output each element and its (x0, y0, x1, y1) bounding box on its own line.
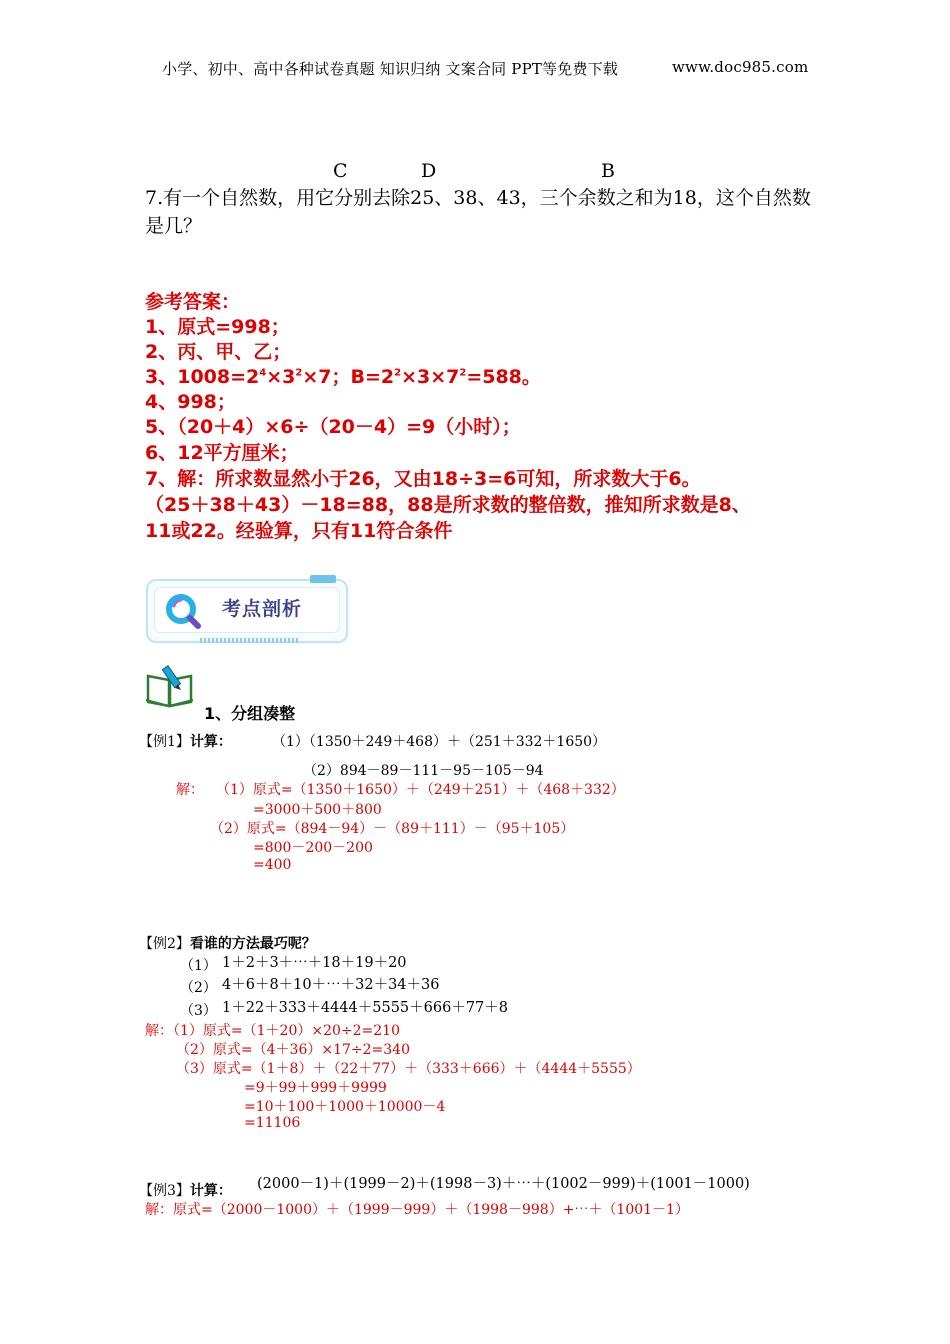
answer-7-line-1: 7、解：所求数显然小于26，又由18÷3=6可知，所求数大于6。 (145, 468, 701, 490)
header-text: 小学、初中、高中各种试卷真题 知识归纳 文案合同 PPT等免费下载 (162, 60, 619, 78)
answer-4: 4、998； (145, 391, 236, 413)
example-1-sol-3: （2）原式=（894－94）－（89＋111）－（95＋105） (210, 821, 575, 837)
example-1-sol-1: （1）原式=（1350＋1650）＋（249＋251）＋（468＋332） (216, 782, 625, 798)
example-2-sol-2: （2）原式=（4＋36）×17÷2=340 (176, 1042, 410, 1058)
example-2-q3-num: （3） (180, 1003, 217, 1019)
answer-7-line-2: （25＋38＋43）－18=88，88是所求数的整倍数，推知所求数是8、 (145, 494, 751, 516)
search-icon (164, 592, 204, 630)
example-3-sol-1: 解：原式=（2000－1000）＋（1999－999）＋（1998－998）+⋯＋（1001－1） (145, 1202, 689, 1218)
section-1-title: 1、分组凑整 (204, 704, 296, 723)
answer-3: 3、$1008=2^4\times 3^2\times 7$；$B=2^2\times 3\times 7^2=588$。 (145, 366, 541, 388)
option-c: C (333, 160, 348, 182)
example-2-sol-5: =10＋100＋1000＋10000－4 (244, 1099, 446, 1115)
example-1-sol-4: =800－200－200 (253, 840, 373, 856)
example-2-sol-3: （3）原式=（1＋8）＋（22＋77）＋（333＋666）＋（4444＋5555） (176, 1061, 641, 1077)
answer-5: 5、（20＋4）×6÷（20－4）=9（小时）； (145, 416, 521, 438)
example-3-formula: (2000－1)＋(1999－2)＋(1998－3)＋⋯＋(1002－999)＋(1001－1000) (257, 1176, 750, 1192)
answer-7-line-3: 11或22。经验算，只有11符合条件 (145, 520, 453, 542)
book-pencil-icon (145, 660, 197, 708)
answer-6: 6、12平方厘米； (145, 442, 299, 464)
example-3-label: 【例3】计算： (139, 1183, 232, 1199)
example-2-sol-1: 解：（1）原式=（1＋20）×20÷2=210 (145, 1023, 400, 1039)
example-2-sol-6: =11106 (244, 1115, 301, 1131)
example-2-sol-4: =9＋99＋999＋9999 (244, 1080, 387, 1096)
answer-1: 1、原式=998； (145, 316, 290, 338)
option-d: D (421, 160, 437, 182)
example-2-label: 【例2】看谁的方法最巧呢？ (139, 936, 316, 952)
banner-stripe (200, 638, 300, 643)
example-1-sol-label: 解： (176, 782, 204, 798)
example-1-q1: （1）（1350＋249＋468）＋（251＋332＋1650） (272, 734, 607, 750)
example-1-sol-2: =3000＋500＋800 (253, 802, 382, 818)
question-7: 7.有一个自然数，用它分别去除25、38、43，三个余数之和为18，这个自然数是几？ (145, 187, 811, 237)
banner-title: 考点剖析 (222, 598, 303, 620)
example-2-q2: 4＋6＋8＋10＋⋯＋32＋34＋36 (222, 977, 440, 993)
example-2-q1: 1＋2＋3＋⋯＋18＋19＋20 (222, 955, 407, 971)
banner-tab (310, 575, 336, 583)
answer-2: 2、丙、甲、乙； (145, 341, 292, 363)
header-url[interactable]: www.doc985.com (672, 58, 809, 76)
example-1-label: 【例1】计算： (139, 734, 232, 750)
option-b: B (601, 160, 615, 182)
example-2-q1-num: （1） (180, 958, 217, 974)
section-banner (146, 579, 348, 643)
example-2-q3: 1＋22＋333＋4444＋5555＋666＋77＋8 (222, 1000, 509, 1016)
example-1-sol-5: =400 (253, 857, 292, 873)
answers-title: 参考答案： (145, 291, 241, 313)
example-2-q2-num: （2） (180, 980, 217, 996)
example-1-q2: （2）894－89－111－95－105－94 (303, 763, 544, 779)
